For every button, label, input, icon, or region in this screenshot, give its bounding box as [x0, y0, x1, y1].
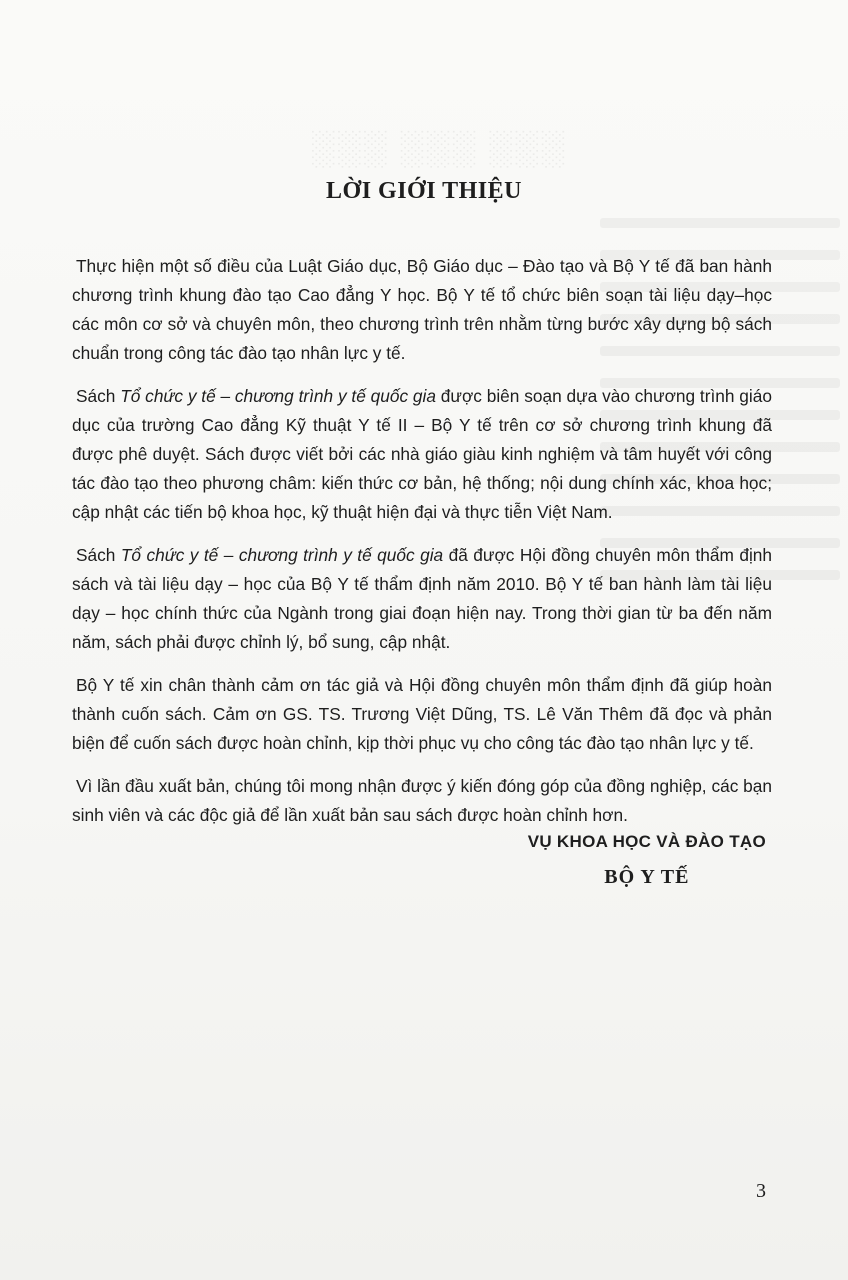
- paragraph-2: [72, 382, 772, 527]
- paragraph-4: [72, 671, 772, 758]
- paragraph-3: [72, 541, 772, 657]
- paragraph-2-text: được biên soạn dựa vào chương trình giáo dục của trường Cao đẳng Kỹ thuật Y tế II – Bộ Y tế trên cơ sở chương trình khung đã được phê duyệt. Sách được viết bởi các nhà giáo giàu kinh nghiệm và tâm huyết với công tác đào tạo theo phương châm: kiến thức cơ bản, hệ thống; nội dung chính xác, khoa học; cập nhật các tiến bộ khoa học, kỹ thuật hiện đại và thực tiễn Việt Nam.: [72, 386, 772, 522]
- paragraph-3-text: đã được Hội đồng chuyên môn thẩm định sách và tài liệu dạy – học của Bộ Y tế thẩm định năm 2010. Bộ Y tế ban hành làm tài liệu dạy – học chính thức của Ngành trong giai đoạn hiện nay. Trong thời gian từ ba đến năm năm, sách phải được chỉnh lý, bổ sung, cập nhật.: [72, 545, 772, 652]
- paragraph-2-lead: Sách: [76, 386, 121, 406]
- signature-organization: VỤ KHOA HỌC VÀ ĐÀO TẠO: [527, 832, 766, 851]
- body-text: [72, 252, 772, 844]
- signature-block: [528, 832, 766, 889]
- paragraph-5: [72, 772, 772, 830]
- paragraph-1-text: Thực hiện một số điều của Luật Giáo dục, Bộ Giáo dục – Đào tạo và Bộ Y tế đã ban hành chương trình khung đào tạo Cao đẳng Y học. Bộ Y tế tổ chức biên soạn tài liệu dạy–học các môn cơ sở và chuyên môn, theo chương trình trên nhằm từng bước xây dựng bộ sách chuẩn trong công tác đào tạo nhân lực y tế.: [72, 256, 772, 363]
- show-through-shadow: ░░░ ░░░ ░░░: [310, 130, 566, 167]
- book-title-italic: Tổ chức y tế – chương trình y tế quốc gia: [120, 545, 444, 565]
- page-number: 3: [756, 1180, 766, 1202]
- paragraph-1: [72, 252, 772, 368]
- book-title-italic: Tổ chức y tế – chương trình y tế quốc gia: [120, 386, 436, 406]
- signature-ministry: BỘ Y TẾ: [604, 866, 690, 888]
- paragraph-3-lead: Sách: [76, 545, 121, 565]
- page-title: LỜI GIỚI THIỆU: [326, 178, 522, 204]
- paragraph-5-text: Vì lần đầu xuất bản, chúng tôi mong nhận được ý kiến đóng góp của đồng nghiệp, các bạn sinh viên và các độc giả để lần xuất bản sau sách được hoàn chỉnh hơn.: [72, 776, 772, 825]
- paragraph-4-text: Bộ Y tế xin chân thành cảm ơn tác giả và Hội đồng chuyên môn thẩm định đã giúp hoàn thành cuốn sách. Cảm ơn GS. TS. Trương Việt Dũng, TS. Lê Văn Thêm đã đọc và phản biện để cuốn sách được hoàn chỉnh, kịp thời phục vụ cho công tác đào tạo nhân lực y tế.: [72, 675, 772, 753]
